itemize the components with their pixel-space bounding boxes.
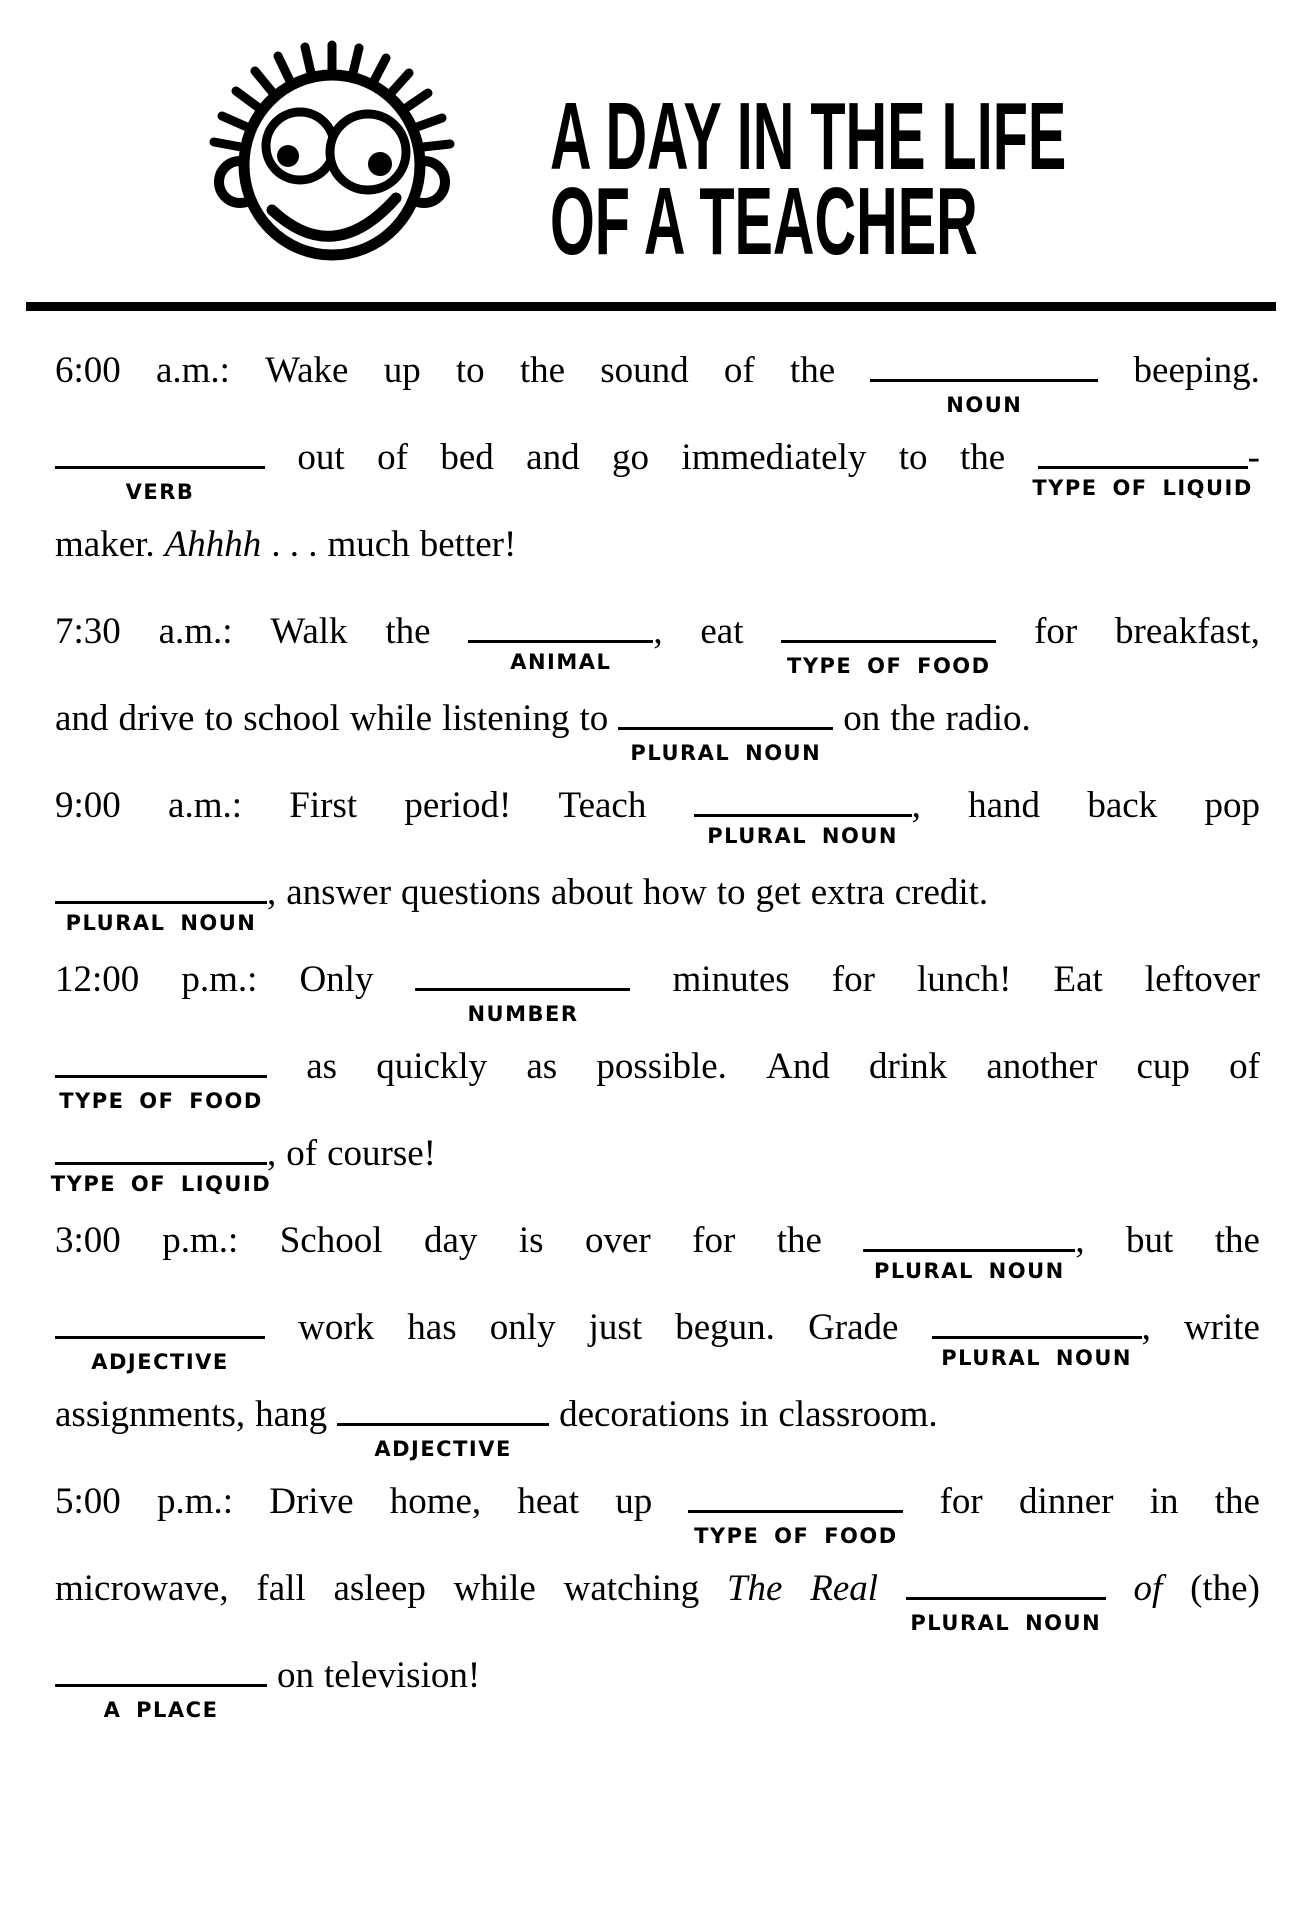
blank-suffix: , <box>267 872 277 913</box>
blank-label: TYPE OF LIQUID <box>1032 476 1253 500</box>
blank-label: TYPE OF LIQUID <box>50 1172 272 1196</box>
blank-suffix: , <box>1075 1220 1085 1261</box>
word: asleep <box>333 1568 426 1609</box>
text-line-10 <box>50 1132 1260 1219</box>
word: for <box>831 959 875 1000</box>
blank-rule <box>932 1310 1142 1339</box>
word: dinner <box>1018 1481 1114 1522</box>
blank-rule <box>618 701 833 730</box>
word: Wake <box>265 350 349 391</box>
blank-label: A PLACE <box>103 1698 219 1722</box>
blank-label: ADJECTIVE <box>91 1350 229 1374</box>
blank-suffix: , <box>1141 1307 1151 1348</box>
blank-label: PLURAL NOUN <box>873 1259 1065 1283</box>
text-line-7 <box>55 871 1260 958</box>
fill-in-blank-type-of-food <box>688 1484 903 1548</box>
word: the <box>890 698 936 739</box>
word: the <box>1214 1220 1260 1261</box>
word: p.m.: <box>181 959 258 1000</box>
word: in <box>739 1394 769 1435</box>
word: hang <box>255 1394 328 1435</box>
word: of <box>377 437 408 478</box>
blank-rule <box>55 440 265 469</box>
blank-suffix: , <box>653 611 663 652</box>
blank-rule <box>781 614 996 643</box>
word: just <box>588 1307 643 1348</box>
word: lunch! <box>916 959 1012 1000</box>
word: listening <box>442 698 570 739</box>
word: the <box>385 611 431 652</box>
text-line-1 <box>55 349 1260 436</box>
word: the <box>789 350 836 391</box>
blank-rule <box>694 788 912 817</box>
header-divider <box>26 302 1276 311</box>
word: breakfast, <box>1115 611 1260 652</box>
fill-in-blank-type-of-food <box>781 614 996 678</box>
word: pop <box>1204 785 1260 826</box>
word: for <box>1034 611 1078 652</box>
word: day <box>423 1220 478 1261</box>
word: about <box>550 872 634 913</box>
word: 6:00 <box>55 350 121 391</box>
fill-in-blank-plural-noun <box>55 871 277 935</box>
word: school <box>243 698 340 739</box>
fill-in-blank-plural-noun <box>694 784 921 848</box>
blank-label: PLURAL NOUN <box>910 1611 1102 1635</box>
fill-in-blank-number <box>415 962 630 1026</box>
word: while <box>349 698 433 739</box>
blank-label: PLURAL NOUN <box>707 824 898 848</box>
word: questions <box>401 872 541 913</box>
word: 7:30 <box>55 611 121 652</box>
word: on <box>277 1655 314 1696</box>
word: p.m.: <box>156 1481 234 1522</box>
fill-in-blank-adjective <box>337 1397 549 1461</box>
blank-suffix: , <box>267 1133 277 1174</box>
word: Drive <box>269 1481 354 1522</box>
fill-in-blank-verb <box>55 440 265 504</box>
word: 9:00 <box>55 785 121 826</box>
word: only <box>489 1307 556 1348</box>
page-title-line1: A DAY IN THE LIFE <box>550 83 1067 191</box>
word: watching <box>563 1568 700 1609</box>
word: radio. <box>945 698 1031 739</box>
blank-label: ANIMAL <box>510 650 612 674</box>
blank-label: NOUN <box>946 393 1023 417</box>
page-title-line2: OF A TEACHER <box>550 168 978 276</box>
word: 12:00 <box>55 959 140 1000</box>
word: is <box>518 1220 544 1261</box>
text-line-13 <box>55 1393 1260 1480</box>
blank-rule <box>863 1223 1075 1252</box>
fill-in-blank-type-of-liquid <box>50 1132 277 1196</box>
blank-rule <box>870 353 1098 382</box>
text-line-8 <box>55 958 1260 1045</box>
blank-label: PLURAL NOUN <box>65 911 257 935</box>
worksheet-header <box>0 0 1302 302</box>
word: home, <box>389 1481 482 1522</box>
word: drink <box>869 1046 948 1087</box>
word: possible. <box>596 1046 727 1087</box>
blank-label: PLURAL NOUN <box>941 1346 1132 1370</box>
word: out <box>297 437 345 478</box>
word: Only <box>299 959 374 1000</box>
worksheet-body <box>50 311 1260 1741</box>
blank-rule <box>688 1484 903 1513</box>
word: another <box>986 1046 1098 1087</box>
word: better! <box>419 524 517 565</box>
blank-rule <box>468 614 653 643</box>
word: sound <box>600 350 689 391</box>
word: to <box>455 350 485 391</box>
blank-label: PLURAL NOUN <box>630 741 822 765</box>
blank-suffix: , <box>911 785 921 826</box>
word: television! <box>324 1655 481 1696</box>
blank-rule <box>55 1136 267 1165</box>
word: Eat <box>1053 959 1103 1000</box>
word: has <box>407 1307 457 1348</box>
word: get <box>755 872 801 913</box>
text-line-11 <box>55 1219 1260 1306</box>
word: begun. <box>675 1307 775 1348</box>
word: eat <box>700 611 744 652</box>
word: First <box>289 785 358 826</box>
word: credit. <box>894 872 989 913</box>
word: of <box>1133 1568 1163 1609</box>
word: (the) <box>1190 1568 1260 1609</box>
word: the <box>1214 1481 1260 1522</box>
word: a.m.: <box>168 785 243 826</box>
word: hand <box>968 785 1041 826</box>
fill-in-blank-type-of-food <box>55 1049 267 1113</box>
blank-rule <box>1038 440 1248 469</box>
word: Walk <box>270 611 348 652</box>
word: minutes <box>672 959 790 1000</box>
word: And <box>766 1046 830 1087</box>
word: cup <box>1136 1046 1190 1087</box>
word: how <box>643 872 707 913</box>
word: assignments, <box>55 1394 246 1435</box>
blank-rule <box>55 1049 267 1078</box>
word: to <box>579 698 609 739</box>
word: and <box>526 437 580 478</box>
fill-in-blank-plural-noun <box>906 1571 1106 1635</box>
word: work <box>298 1307 375 1348</box>
word: immediately <box>681 437 867 478</box>
word: quickly <box>376 1046 488 1087</box>
word: decorations <box>559 1394 730 1435</box>
word: up <box>615 1481 653 1522</box>
word: of <box>1229 1046 1260 1087</box>
word: a.m.: <box>155 350 230 391</box>
word: of <box>286 1133 318 1174</box>
word: heat <box>517 1481 579 1522</box>
fill-in-blank-plural-noun <box>863 1219 1085 1283</box>
text-line-3 <box>55 523 1260 610</box>
word: go <box>612 437 650 478</box>
word: bed <box>440 437 494 478</box>
fill-in-blank-a-place <box>55 1658 267 1722</box>
blank-label: ADJECTIVE <box>374 1437 512 1461</box>
blank-rule <box>906 1571 1106 1600</box>
text-line-2 <box>55 436 1260 523</box>
word: much <box>327 524 410 565</box>
blank-label: TYPE OF FOOD <box>787 654 991 678</box>
blank-label: TYPE OF FOOD <box>59 1089 263 1113</box>
word: the <box>959 437 1006 478</box>
word: period! <box>404 785 512 826</box>
word: the <box>519 350 566 391</box>
blank-rule <box>55 875 267 904</box>
fill-in-blank-adjective <box>55 1310 265 1374</box>
word: and <box>55 698 109 739</box>
word: answer <box>286 872 392 913</box>
blank-suffix: - <box>1247 437 1260 478</box>
text-line-16 <box>55 1654 1260 1741</box>
text-line-12 <box>55 1306 1260 1393</box>
word: . . . <box>271 524 318 565</box>
fill-in-blank-noun <box>870 353 1098 417</box>
word: as <box>306 1046 338 1087</box>
word: p.m.: <box>162 1220 239 1261</box>
word: extra <box>810 872 885 913</box>
word: fall <box>256 1568 306 1609</box>
blank-rule <box>55 1310 265 1339</box>
word: to <box>204 698 234 739</box>
word: write <box>1183 1307 1260 1348</box>
fill-in-blank-plural-noun <box>932 1306 1151 1370</box>
word: Teach <box>558 785 647 826</box>
blank-rule <box>55 1658 267 1687</box>
word: leftover <box>1144 959 1260 1000</box>
word: beeping. <box>1133 350 1260 391</box>
word: a.m.: <box>158 611 233 652</box>
word: classroom. <box>778 1394 938 1435</box>
word: but <box>1126 1220 1174 1261</box>
blank-rule <box>337 1397 549 1426</box>
fill-in-blank-plural-noun <box>618 701 833 765</box>
text-line-4 <box>55 610 1260 697</box>
blank-label: VERB <box>125 480 195 504</box>
fill-in-blank-type-of-liquid <box>1032 436 1260 500</box>
text-line-9 <box>55 1045 1260 1132</box>
word: course! <box>327 1133 436 1174</box>
word: for <box>692 1220 736 1261</box>
page-title <box>420 83 1070 276</box>
word: School <box>279 1220 383 1261</box>
fill-in-blank-animal <box>468 610 663 674</box>
word: drive <box>118 698 195 739</box>
word: Grade <box>808 1307 899 1348</box>
text-line-14 <box>55 1480 1260 1567</box>
word: microwave, <box>55 1568 229 1609</box>
word: maker. <box>55 524 155 565</box>
word: 3:00 <box>55 1220 121 1261</box>
word: The <box>726 1568 783 1609</box>
word: Real <box>810 1568 879 1609</box>
word: Ahhhh <box>164 524 262 565</box>
blank-label: TYPE OF FOOD <box>694 1524 898 1548</box>
word: up <box>383 350 421 391</box>
word: for <box>939 1481 983 1522</box>
blank-label: NUMBER <box>467 1002 579 1026</box>
word: of <box>723 350 755 391</box>
word: in <box>1149 1481 1179 1522</box>
word: over <box>584 1220 651 1261</box>
word: to <box>898 437 928 478</box>
word: on <box>843 698 881 739</box>
text-line-5 <box>55 697 1260 784</box>
blank-rule <box>415 962 630 991</box>
word: while <box>453 1568 536 1609</box>
word: as <box>526 1046 558 1087</box>
word: the <box>776 1220 822 1261</box>
text-line-6 <box>55 784 1260 871</box>
word: 5:00 <box>55 1481 121 1522</box>
word: back <box>1087 785 1158 826</box>
word: to <box>716 872 746 913</box>
text-line-15 <box>55 1567 1260 1654</box>
